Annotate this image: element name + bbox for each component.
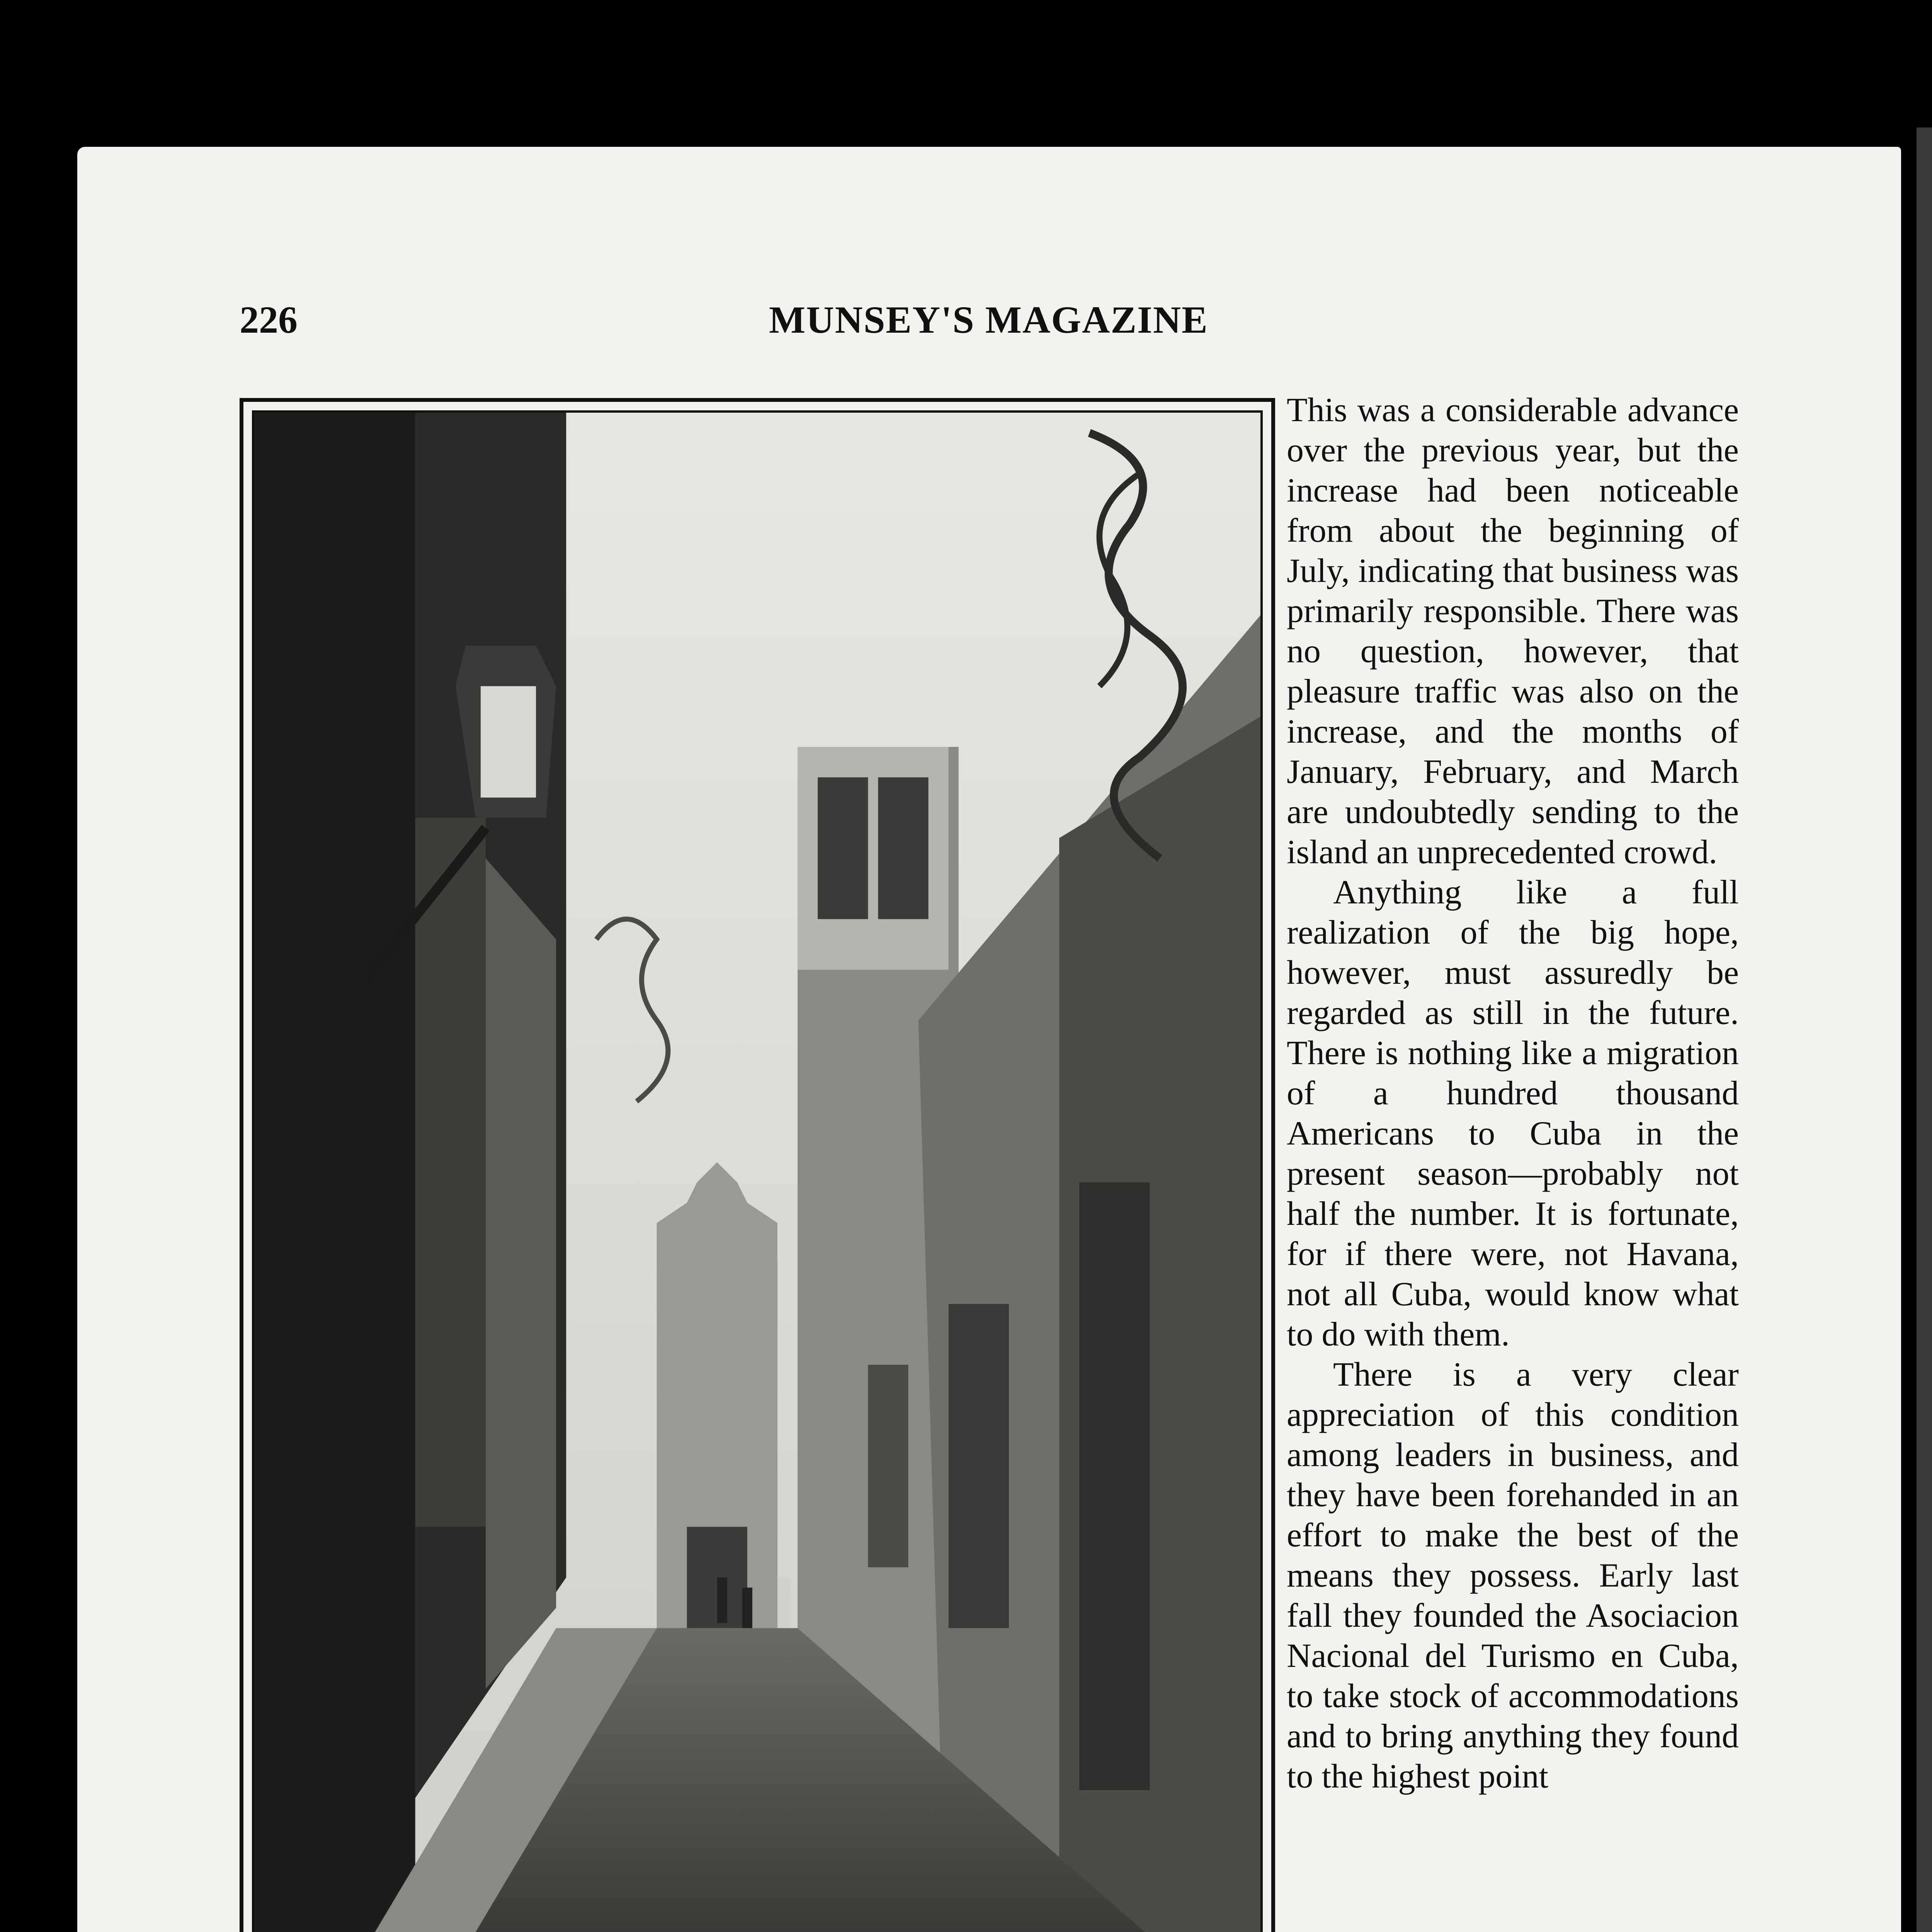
paragraph: There is a very clear appreciation of this condition among leaders in business, and they have been forehanded in an effort to make the best of the means they possess. Early last fall they founded the Asociacion Nacional del Turismo en Cuba, to take stock of accommodations and to bring anything they found to the highest point — [1287, 1356, 1739, 1795]
page-number: 226 — [240, 298, 298, 341]
paragraph: This was a considerable advance over the previous year, but the increase had been noticeable from about the beginning of July, indicating that business was primarily responsible. There was no question, however, that pleasure traffic was also on the increase, and the months of January, February, and March are undoubtedly sending to the island an unprecedented crowd. — [1287, 391, 1739, 871]
paragraph: Anything like a full realization of the big hope, however, must assuredly be regarded as still in the future. There is nothing like a migration of a hundred thousand Americans to Cuba in the present season—probably not half the number. It is fortunate, for if there were, not Havana, not all Cuba, would know what to do with them. — [1287, 874, 1739, 1353]
street-scene-image — [254, 413, 1260, 1932]
narrow-text-column — [1287, 390, 1739, 1797]
running-head — [240, 298, 1225, 359]
binding-shadow — [1917, 128, 1932, 1932]
photo-figure — [240, 398, 1275, 1932]
street-photograph — [252, 410, 1263, 1932]
magazine-title: MUNSEY'S MAGAZINE — [769, 298, 1208, 341]
